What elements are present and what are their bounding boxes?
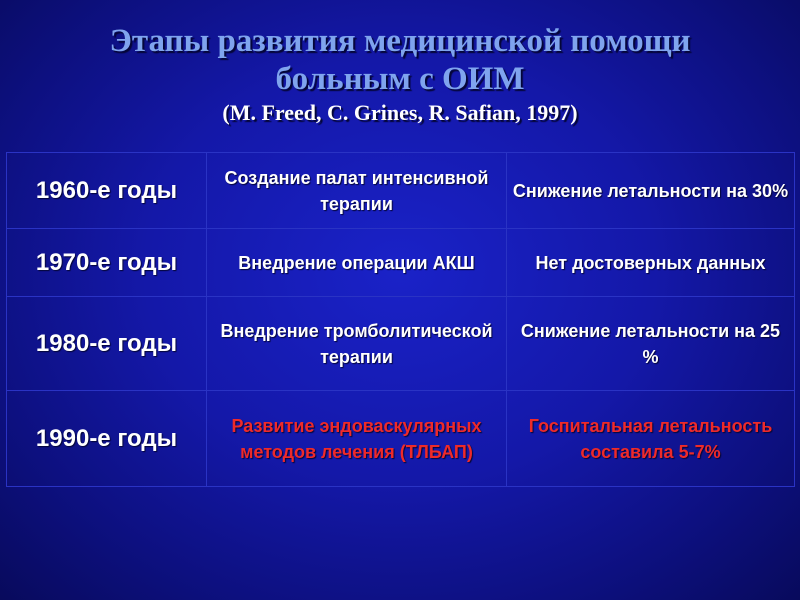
measure-cell: Внедрение тромболитической терапии [207, 297, 507, 391]
period-cell: 1990-е годы [7, 391, 207, 487]
period-cell: 1970-е годы [7, 229, 207, 297]
title-block [0, 22, 800, 126]
result-cell: Снижение летальности на 30% [507, 153, 795, 229]
stages-table [6, 152, 795, 487]
result-cell: Снижение летальности на 25 % [507, 297, 795, 391]
period-cell: 1960-е годы [7, 153, 207, 229]
table-row [7, 153, 795, 229]
citation: (M. Freed, C. Grines, R. Safian, 1997) [222, 100, 578, 125]
table-row [7, 297, 795, 391]
result-cell: Госпитальная летальность составила 5-7% [507, 391, 795, 487]
title-line-2: больным с ОИМ [275, 61, 525, 97]
table-row [7, 391, 795, 487]
period-cell: 1980-е годы [7, 297, 207, 391]
result-cell: Нет достоверных данных [507, 229, 795, 297]
measure-cell: Внедрение операции АКШ [207, 229, 507, 297]
measure-cell: Создание палат интенсивной терапии [207, 153, 507, 229]
measure-cell: Развитие эндоваскулярных методов лечения (ТЛБАП) [207, 391, 507, 487]
title-line-1: Этапы развития медицинской помощи [109, 23, 691, 59]
table-row [7, 229, 795, 297]
